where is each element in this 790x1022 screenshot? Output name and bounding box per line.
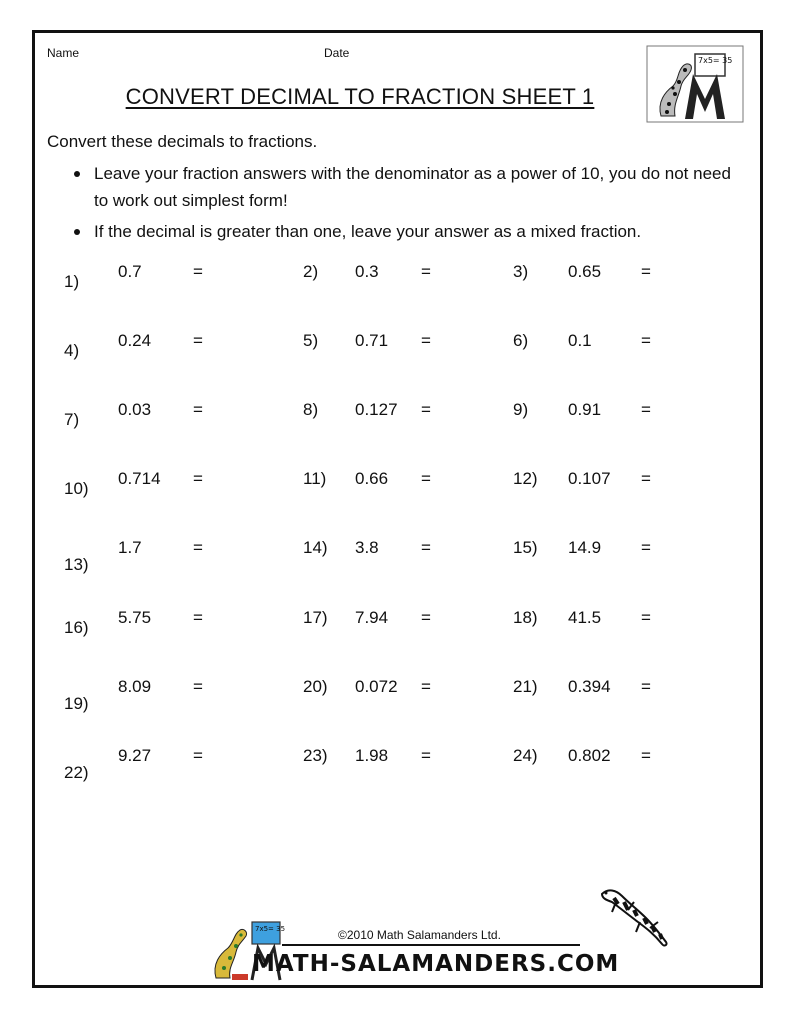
- decimal-value: 0.714: [118, 469, 161, 488]
- question-number: 10): [64, 479, 89, 498]
- question-number: 1): [64, 272, 80, 291]
- equals-sign: =: [641, 746, 651, 765]
- decimal-value: 0.107: [568, 469, 611, 488]
- decimal-value: 3.8: [355, 538, 379, 557]
- question-number: 8): [303, 400, 319, 419]
- decimal-value: 0.394: [568, 677, 611, 696]
- question-number: 2): [303, 262, 319, 281]
- decimal-value: 0.03: [118, 400, 152, 419]
- question-number: 9): [513, 400, 529, 419]
- equals-sign: =: [641, 331, 651, 350]
- equals-sign: =: [193, 331, 203, 350]
- question-number: 20): [303, 677, 328, 696]
- question-number: 7): [64, 410, 80, 429]
- page-title: CONVERT DECIMAL TO FRACTION SHEET 1: [125, 84, 595, 109]
- decimal-value: 1.7: [118, 538, 142, 557]
- decimal-value: 0.24: [118, 331, 152, 350]
- equals-sign: =: [193, 746, 203, 765]
- question-number: 5): [303, 331, 319, 350]
- equals-sign: =: [193, 400, 203, 419]
- question-number: 15): [513, 538, 538, 557]
- question-number: 16): [64, 618, 89, 637]
- equals-sign: =: [641, 608, 651, 627]
- decimal-value: 0.65: [568, 262, 602, 281]
- decimal-value: 0.66: [355, 469, 389, 488]
- decimal-value: 9.27: [118, 746, 152, 765]
- equals-sign: =: [641, 400, 651, 419]
- equals-sign: =: [421, 677, 431, 696]
- equals-sign: =: [193, 677, 203, 696]
- decimal-value: 0.127: [355, 400, 398, 419]
- equals-sign: =: [421, 538, 431, 557]
- bottom-board-text: 7x5= 35: [255, 925, 286, 933]
- question-number: 13): [64, 555, 89, 574]
- equals-sign: =: [641, 677, 651, 696]
- question-number: 24): [513, 746, 538, 765]
- question-number: 4): [64, 341, 80, 360]
- rule-item: Leave your fraction answers with the denominator as a power of 10, you do not need to work out simplest form!: [72, 160, 744, 214]
- equals-sign: =: [641, 469, 651, 488]
- question-number: 17): [303, 608, 328, 627]
- equals-sign: =: [641, 538, 651, 557]
- question-number: 18): [513, 608, 538, 627]
- decimal-value: 14.9: [568, 538, 602, 557]
- question-number: 6): [513, 331, 529, 350]
- question-number: 21): [513, 677, 538, 696]
- equals-sign: =: [193, 469, 203, 488]
- brand-wordmark: MATH-SALAMANDERS.COM: [252, 951, 620, 977]
- question-number: 22): [64, 763, 89, 782]
- equals-sign: =: [421, 746, 431, 765]
- decimal-value: 41.5: [568, 608, 602, 627]
- salamander-icon: [594, 880, 686, 950]
- decimal-value: 0.71: [355, 331, 389, 350]
- question-number: 11): [303, 469, 327, 488]
- equals-sign: =: [193, 608, 203, 627]
- name-label: Name: [47, 46, 80, 60]
- decimal-value: 5.75: [118, 608, 152, 627]
- equals-sign: =: [193, 538, 203, 557]
- equals-sign: =: [641, 262, 651, 281]
- decimal-value: 0.072: [355, 677, 398, 696]
- decimal-value: 0.7: [118, 262, 142, 281]
- decimal-value: 0.802: [568, 746, 611, 765]
- equals-sign: =: [421, 469, 431, 488]
- question-number: 23): [303, 746, 328, 765]
- bullet-icon: [74, 171, 80, 177]
- question-number: 3): [513, 262, 529, 281]
- equals-sign: =: [421, 400, 431, 419]
- copyright-text: ©2010 Math Salamanders Ltd.: [338, 928, 501, 942]
- instructions-intro: Convert these decimals to fractions.: [47, 132, 318, 151]
- logo-board-text: 7x5= 35: [698, 56, 733, 65]
- rule-item: If the decimal is greater than one, leave your answer as a mixed fraction.: [72, 218, 744, 245]
- bullet-icon: [74, 229, 80, 235]
- decimal-value: 0.1: [568, 331, 592, 350]
- question-number: 14): [303, 538, 328, 557]
- instruction-rules: [72, 160, 744, 249]
- question-number: 19): [64, 694, 89, 713]
- decimal-value: 8.09: [118, 677, 152, 696]
- decimal-value: 0.3: [355, 262, 379, 281]
- decimal-value: 1.98: [355, 746, 389, 765]
- decimal-value: 7.94: [355, 608, 389, 627]
- question-number: 12): [513, 469, 538, 488]
- date-label: Date: [324, 46, 350, 60]
- equals-sign: =: [193, 262, 203, 281]
- equals-sign: =: [421, 331, 431, 350]
- equals-sign: =: [421, 262, 431, 281]
- footer-divider: [282, 944, 580, 946]
- decimal-value: 0.91: [568, 400, 602, 419]
- equals-sign: =: [421, 608, 431, 627]
